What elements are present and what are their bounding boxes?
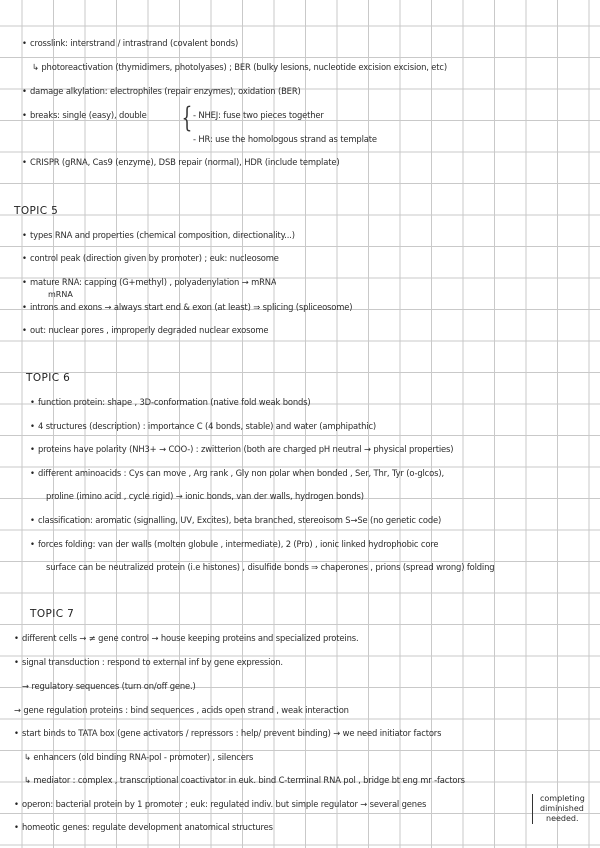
note-text: out: nuclear pores , improperly degraded nuclear exosome	[30, 325, 269, 335]
bullet: •	[22, 230, 27, 240]
note-line	[22, 253, 279, 264]
note-text: CRISPR (gRNA, Cas9 (enzyme), DSB repair (normal), HDR (include template)	[30, 157, 340, 167]
note-line	[14, 657, 283, 668]
note-line	[30, 397, 311, 408]
note-text: ↳ enhancers (old binding RNA-pol - promoter) , silencers	[24, 752, 254, 762]
note-text: ↳ mediator : complex , transcriptional coactivator in euk. bind C-terminal RNA pol , bridge bt eng mr -factors	[24, 775, 465, 785]
note-line	[22, 277, 276, 288]
bullet: •	[14, 822, 19, 832]
note-line	[22, 302, 352, 313]
note-text: proline (imino acid , cycle rigid) → ionic bonds, van der walls, hydrogen bonds)	[46, 491, 364, 501]
note-line	[22, 86, 301, 97]
note-text: function protein: shape , 3D-conformation (native fold weak bonds)	[38, 397, 311, 407]
note-text: surface can be neutralized protein (i.e histones) , disulfide bonds ⇒ chaperones , prions (spread wrong) folding	[46, 562, 495, 572]
brace-icon: {	[181, 101, 193, 134]
note-text: homeotic genes: regulate development anatomical structures	[22, 822, 273, 832]
note-text: signal transduction : respond to external inf by gene expression.	[22, 657, 283, 667]
bullet: •	[14, 728, 19, 738]
bullet: •	[22, 38, 27, 48]
bracket-icon	[532, 794, 537, 824]
note-text: damage alkylation: electrophiles (repair enzymes), oxidation (BER)	[30, 86, 301, 96]
note-line	[30, 515, 441, 526]
margin-note: mRNA	[48, 290, 73, 299]
note-text: different aminoacids : Cys can move , Arg rank , Gly non polar when bonded , Ser, Thr, Tyr (o-glcos),	[38, 468, 444, 478]
bullet: •	[30, 444, 35, 454]
note-line	[14, 705, 349, 716]
bullet: •	[30, 539, 35, 549]
margin-note: completing	[540, 794, 585, 803]
bullet: •	[22, 253, 27, 263]
bullet: •	[22, 86, 27, 96]
bullet: •	[14, 799, 19, 809]
note-line	[14, 799, 426, 810]
note-text: proteins have polarity (NH3+ → COO-) : zwitterion (both are charged pH neutral → physical properties)	[38, 444, 454, 454]
note-line	[22, 38, 238, 49]
note-text: breaks: single (easy), double	[30, 110, 147, 120]
note-text: types RNA and properties (chemical composition, directionality...)	[30, 230, 295, 240]
note-text: crosslink: interstrand / intrastrand (covalent bonds)	[30, 38, 239, 48]
note-line	[22, 681, 196, 692]
note-line	[14, 728, 441, 739]
note-line	[24, 752, 253, 763]
note-text: control peak (direction given by promoter) ; euk: nucleosome	[30, 253, 279, 263]
note-text: 4 structures (description) : importance C (4 bonds, stable) and water (amphipathic)	[38, 421, 377, 431]
note-line: - HR: use the homologous strand as template	[193, 134, 377, 144]
bullet: •	[14, 657, 19, 667]
note-line	[14, 633, 358, 644]
bullet: •	[30, 421, 35, 431]
note-line	[30, 468, 444, 479]
topic-heading: TOPIC 7	[30, 608, 75, 620]
topic-heading: TOPIC 5	[14, 205, 59, 217]
note-line	[46, 491, 364, 502]
note-text: introns and exons → always start end & exon (at least) ⇒ splicing (spliceosome)	[30, 302, 353, 312]
note-text: → regulatory sequences (turn on/off gene.)	[22, 681, 196, 691]
topic-heading: TOPIC 6	[26, 372, 71, 384]
note-line	[30, 444, 453, 455]
note-text: → gene regulation proteins : bind sequences , acids open strand , weak interaction	[14, 705, 349, 715]
note-line	[32, 62, 447, 73]
note-text: NHEJ: fuse two pieces together	[198, 110, 324, 120]
note-line	[14, 822, 273, 833]
note-text: classification: aromatic (signalling, UV, Excites), beta branched, stereoisom S→Se (no genetic code)	[38, 515, 442, 525]
bullet: •	[30, 397, 35, 407]
note-line: - NHEJ: fuse two pieces together	[193, 110, 324, 120]
note-line	[46, 562, 494, 573]
note-text: photoreactivation (thymidimers, photolyases) ; BER (bulky lesions, nucleotide excision excision, etc)	[41, 62, 447, 72]
bullet: •	[30, 468, 35, 478]
note-line	[30, 421, 376, 432]
note-line	[22, 325, 268, 336]
note-line	[22, 157, 339, 168]
note-text: start binds to TATA box (gene activators / repressors : help/ prevent binding) → we need initiator factors	[22, 728, 442, 738]
bullet: •	[14, 633, 19, 643]
note-line	[24, 775, 465, 786]
note-text: HR: use the homologous strand as template	[198, 134, 377, 144]
bullet: •	[22, 277, 27, 287]
margin-note: diminished	[540, 804, 584, 813]
note-text: forces folding: van der walls (molten globule , intermediate), 2 (Pro) , ionic linked hydrophobic core	[38, 539, 439, 549]
note-line	[30, 539, 438, 550]
note-line	[22, 110, 147, 121]
bullet: •	[22, 302, 27, 312]
note-line	[22, 230, 295, 241]
bullet: •	[22, 157, 27, 167]
bullet: •	[22, 325, 27, 335]
bullet: •	[30, 515, 35, 525]
margin-note: needed.	[546, 814, 579, 823]
note-text: mature RNA: capping (G+methyl) , polyadenylation → mRNA	[30, 277, 277, 287]
arrow-icon: ↳	[32, 62, 39, 72]
note-text: different cells → ≠ gene control → house keeping proteins and specialized proteins.	[22, 633, 359, 643]
bullet: •	[22, 110, 27, 120]
note-text: operon: bacterial protein by 1 promoter ; euk: regulated indiv. but simple regulator → several genes	[22, 799, 427, 809]
